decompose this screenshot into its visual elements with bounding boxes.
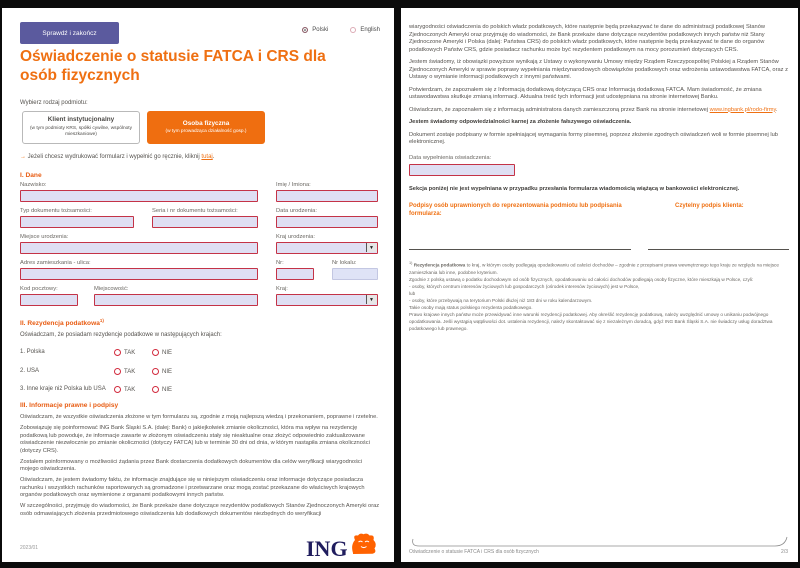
date-field-label: Data wypełnienia oświadczenia: [409,154,492,161]
signature-left-label: Podpisy osób uprawnionych do reprezentowania podmiotu lub podpisania formularza: [409,203,622,218]
typ-dokumentu-input[interactable] [20,216,134,228]
footer-page-number: 2/3 [781,549,788,555]
tak-radio[interactable]: TAK [114,349,135,356]
field-label: Kraj: [276,286,288,292]
date-input[interactable] [409,164,515,176]
footnote-block [409,261,790,332]
paragraph: Zobowiązuję się poinformować ING Bank Śląski S.A. (dalej: Bank) o jakiejkolwiek zmianie okoliczności, która ma wpływ na rezydencję podatkową lub powoduje, że informacje zawarte w złożonym oświadczeniu stały się nieaktualne oraz złożyć odpowiednio zaktualizowane oświadczenie niezwłocznie po zmianie okoliczności (dotyczy FATCA) lub w terminie 30 dni od dnia, w którym nastąpiła zmiana okoliczności (dotyczy CRS). [20,425,370,454]
field-label: Data urodzenia: [276,208,317,214]
chevron-down-icon[interactable]: ▼ [366,243,377,252]
field-adres-ulica [20,260,258,280]
residency-intro: Oświadczam, że posiadam rezydencje podatkowe w następujących krajach: [20,332,222,338]
nie-radio[interactable]: NIE [152,349,172,356]
imie-input[interactable] [276,190,378,202]
radio-icon[interactable] [114,349,121,356]
legal-paragraphs [20,414,380,522]
residency-label: 1. Polska [20,349,45,355]
field-label: Seria i nr dokumentu tożsamości: [152,208,238,214]
section-1-heading: I. Dane [20,172,42,179]
field-label: Adres zamieszkania - ulica: [20,260,91,266]
paragraph: Potwierdzam, że zapoznałem się z Informacją dodatkową dotyczącą CRS oraz Informacją dodatkową FATCA. Mam świadomość, że zmiana ustawodawstwa skutkuje zmianą informacji. Aktualna treść tych informacji jest udostępniana na stronie internetowej Banku. [409,86,762,101]
chevron-down-icon[interactable]: ▼ [366,295,377,304]
form-version: 2023/01 [20,545,39,551]
paragraph: Jestem świadomy, iż obowiązki powyższe wynikają z Ustawy o wykonywaniu Umowy między Rządem Rzeczypospolitej Polskiej a Rządem Stanów Zjednoczonych Ameryki w sprawie poprawy wypełniania międzynarodowych obowiązków podatkowych oraz wdrożenia ustawodawstwa FATCA, oraz z Ustawy o wymianie informacji podatkowych z innymi państwami. [409,59,788,81]
page2-footer [409,549,788,555]
paragraph: Oświadczam, że wszystkie oświadczenia złożone w tym formularzu są, zgodnie z moją najlepszą wiedzą i przekonaniem, poprawne i rzetelne. [20,414,378,420]
check-and-finish-button[interactable]: Sprawdź i zakończ [20,22,119,44]
ing-logo [306,532,378,560]
entity-button-institutional[interactable] [22,111,140,144]
language-label: Polski [312,27,329,33]
residency-row-inne [20,386,270,396]
residency-row-usa [20,368,270,378]
paragraph: W szczególności, przyjmuję do wiadomości, że Bank przekaże dane dotyczące rezydentów podatkowych Stanów Zjednoczonych Ameryki oraz osób odmawiających złożenia przedmiotowego oświadczenia lub dodatkowych dokumentów niezbędnych do weryfikacji [20,503,380,517]
signing-paragraph: Dokument zostaje podpisany w formie spełniającej wymagania formy pisemnej, poprzez złożenie zgodnych oświadczeń woli w formie pisemnej lub elektronicznej. [409,131,778,146]
field-seria-nr [152,208,258,228]
rodo-paragraph: Oświadczam, że zapoznałem się z informacją administratora danych zamieszczoną przez Bank na stronie internetowej www.ingbank.pl/rodo-firmy. [409,106,778,113]
field-data-urodzenia [276,208,378,228]
miejscowosc-input[interactable] [94,294,258,306]
arrow-icon: → [20,154,26,160]
field-imie [276,182,378,202]
language-option-polski[interactable] [302,27,328,33]
footnote-line: lub [409,290,416,296]
radio-icon[interactable] [152,386,159,393]
paragraph: wiarygodności oświadczenia do polskich władz podatkowych, które następnie będą przekazywać te dane do administracji podatkowej Stanów Zjednoczonych Ameryki oraz przyjmuję do wiadomości, że Bank przekaże dane dotyczące rezydentów podatkowych innych państw niż Stany Zjednoczone Ameryki i Polska (dalej: Państwa CRS) do polskich władz podatkowych, które następnie będą przekazywać te dane do organów podatkowych Państw CRS, gdzie posiadacz rachunku może być rezydentem podatkowym na mocy porozumień dotyczących CRS. [409,24,765,53]
footnote-line: Prawo krajowe innych państw może przewidywać inne warunki rezydencji podatkowej. Aby określić rezydencję podatkową, należy uwzględnić umowy o unikaniu podwójnego opodatkowania. Jeśli wystąpią wątpliwości dot. ustalenia rezydencji, należy skontaktować się z niezależnym doradcą, gdyż ING Bank Śląski S.A. nie świadczy usług doradztwa podatkowego lub prawnego. [409,311,773,331]
footnote-line: - osoby, które przebywają na terytorium Polski dłużej niż 183 dni w roku kalendarzowym. [409,297,593,303]
signature-headings [409,202,790,218]
field-nazwisko [20,182,258,202]
entity-button-individual[interactable] [147,111,265,144]
adres-ulica-input[interactable] [20,268,258,280]
entity-button-subtitle: (w tym prowadząca działalność gosp.) [165,128,247,134]
field-label: Kod pocztowy: [20,286,58,292]
signature-right-label: Czytelny podpis klienta: [675,203,744,210]
field-nr-lokalu [332,260,378,280]
print-instruction: → Jeżeli chcesz wydrukować formularz i wypełnić go ręcznie, kliknij tutaj. [20,154,215,160]
paragraph: Oświadczam, że jestem świadomy faktu, że informacje znajdujące się w niniejszym oświadczeniu oraz informacje dotyczące posiadacza rachunku i wszystkich rachunków raportowanych są gromadzone i przetwarzane oraz mogą zostać przekazane do właściwych krajowych organów podatkowych oraz wymienione z organami podatkowymi innych państw. [20,477,365,499]
field-label: Kraj urodzenia: [276,234,315,240]
criminal-liability-statement: Jestem świadomy odpowiedzialności karnej za złożenie fałszywego oświadczenia. [409,119,632,126]
field-label: Nr: [276,260,284,266]
nie-radio[interactable]: NIE [152,368,172,375]
kod-pocztowy-input[interactable] [20,294,78,306]
nr-lokalu-input[interactable] [332,268,378,280]
field-kraj-urodzenia [276,234,378,254]
residency-label: 3. Inne kraje niż Polska lub USA [20,386,106,392]
field-label: Typ dokumentu tożsamości: [20,208,92,214]
nazwisko-input[interactable] [20,190,258,202]
radio-icon[interactable] [152,349,159,356]
field-kraj [276,286,378,306]
kraj-select[interactable] [276,294,378,306]
entity-button-title: Klient instytucjonalny [47,116,115,124]
language-option-english[interactable] [350,27,380,33]
ing-logo-text: ING [306,536,348,561]
residency-row-polska [20,349,270,359]
field-label: Nazwisko: [20,182,47,188]
miejsce-urodzenia-input[interactable] [20,242,258,254]
field-nr [276,260,314,280]
section-3-heading: III. Informacje prawne i podpisy [20,402,119,409]
nr-input[interactable] [276,268,314,280]
signature-line-left [409,249,631,250]
radio-icon[interactable] [114,386,121,393]
field-typ-dokumentu [20,208,134,228]
ing-lion-icon [350,532,378,560]
tak-radio[interactable]: TAK [114,368,135,375]
field-miejsce-urodzenia [20,234,258,254]
footnote-line: - osoby, których centrum interesów życiowych lub gospodarczych (ośrodek interesów życiowych) jest w Polsce, [409,283,640,289]
footnote-line: Takie osoby mają status polskiego rezydenta podatkowego. [409,304,533,310]
tak-radio[interactable]: TAK [114,386,135,393]
language-label: English [360,27,380,33]
language-switch [302,27,380,33]
footnote-line: Zgodnie z polską ustawą o podatku dochodowym od osób fizycznych, opodatkowaniu od całości dochodów podlegają osoby fizyczne, które mieszkają w Polsce, czyli: [409,276,754,282]
field-label: Miejsce urodzenia: [20,234,69,240]
footnote-marker: 1) [99,318,104,323]
data-urodzenia-input[interactable] [276,216,378,228]
entity-button-subtitle: (w tym podmioty KRS, spółki cywilne, wspólnoty mieszkaniowe) [29,125,133,138]
page-title: Oświadczenie o statusie FATCA i CRS dla osób fizycznych [20,48,326,84]
entity-button-title: Osoba fizyczna [182,119,230,127]
page2-text-block [409,24,790,219]
footer-doc-title: Oświadczenie o statusie FATCA i CRS dla osób fizycznych [409,549,539,555]
field-label: Imię / Imiona: [276,182,311,188]
rodo-link[interactable]: www.ingbank.pl/rodo-firmy [709,106,776,113]
print-here-link[interactable]: tutaj [201,154,213,160]
radio-unselected-icon[interactable] [350,27,356,33]
signature-line-right [648,249,789,250]
field-kod-pocztowy [20,286,78,306]
residency-label: 2. USA [20,368,40,374]
form-page-2 [401,8,798,562]
form-page-1 [2,8,394,562]
paragraph: Zostałem poinformowany o możliwości żądania przez Bank dostarczenia dodatkowych dokumentów dla celów weryfikacji wiarygodności mojego oświadczenia. [20,458,363,473]
section-2-heading: II. Rezydencja podatkowa$^{1)}$ [20,318,104,328]
ebanking-note: Sekcja poniżej nie jest wypełniana w przypadku przesłania formularza wiadomością wiążącą w bankowości elektronicznej. [409,185,740,192]
field-label: Nr lokalu: [332,260,357,266]
kraj-urodzenia-select[interactable] [276,242,378,254]
field-miejscowosc [94,286,258,306]
radio-icon[interactable] [152,368,159,375]
entity-type-prompt: Wybierz rodzaj podmiotu: [20,100,88,106]
radio-selected-icon[interactable] [302,27,308,33]
nie-radio[interactable]: NIE [152,386,172,393]
radio-icon[interactable] [114,368,121,375]
field-label: Miejscowość: [94,286,129,292]
footnote-line: $^{1)}$ Rezydencja podatkowa to kraj, w którym osoby podlegają opodatkowaniu od całości dochodów – zgodnie z przepisami prawa wewnętrznego tego kraju ze względu na miejsce zamieszkania lub inne, podobne kryterium. [409,261,779,275]
seria-nr-input[interactable] [152,216,258,228]
